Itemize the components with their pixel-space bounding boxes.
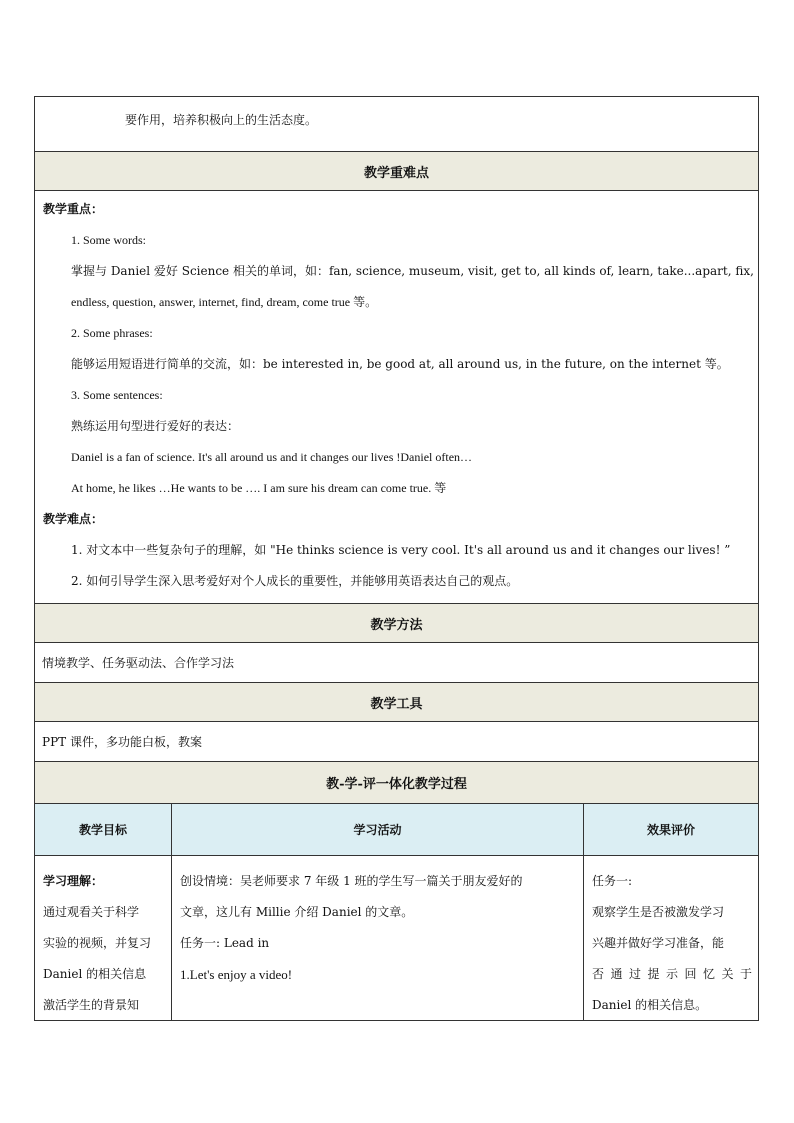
column-header-evaluation: 效果评价: [584, 804, 758, 855]
focus-line: 1. Some words:: [71, 233, 146, 247]
key-points-content: [35, 191, 758, 604]
activity-line: 创设情境：吴老师要求 7 年级 1 班的学生写一篇关于朋友爱好的: [180, 874, 523, 888]
process-column-headers: [35, 804, 758, 856]
eval-line: 任务一:: [592, 874, 633, 888]
tools-header: [35, 683, 758, 722]
difficulty-label: 教学难点：: [43, 512, 104, 526]
eval-line: 兴趣并做好学习准备，能: [592, 936, 725, 950]
eval-line: 否通过提示回忆关于: [592, 967, 752, 981]
focus-line: 2. Some phrases:: [71, 326, 153, 340]
key-points-title: 教学重难点: [363, 165, 429, 181]
lesson-plan-table: [34, 96, 759, 1021]
methods-row: [35, 643, 758, 683]
focus-label: 教学重点：: [43, 202, 104, 216]
tools-row: [35, 722, 758, 762]
goal-cell: [35, 856, 172, 1020]
goal-line: 激活学生的背景知: [43, 998, 140, 1012]
focus-line: Daniel is a fan of science. It's all around us and it changes our lives !Daniel often…: [71, 450, 473, 464]
goal-line: 通过观看关于科学: [43, 905, 140, 919]
tools-title: 教学工具: [370, 696, 423, 712]
activity-line: 1.Let's enjoy a video!: [180, 967, 293, 982]
activity-cell: [172, 856, 584, 1020]
key-points-header: [35, 152, 758, 191]
process-header: [35, 762, 758, 804]
focus-line: At home, he likes …He wants to be …. I am sure his dream can come true. 等: [71, 481, 447, 495]
focus-line: 熟练运用句型进行爱好的表达：: [71, 419, 240, 433]
focus-line: 3. Some sentences:: [71, 388, 163, 402]
eval-line: Daniel 的相关信息。: [592, 998, 708, 1012]
goal-label: 学习理解：: [43, 874, 104, 888]
difficulty-line: 2. 如何引导学生深入思考爱好对个人成长的重要性，并能够用英语表达自己的观点。: [71, 574, 519, 588]
methods-header: [35, 604, 758, 643]
eval-line: 观察学生是否被激发学习: [592, 905, 725, 919]
intro-text: 要作用，培养积极向上的生活态度。: [125, 113, 318, 127]
difficulty-line: 1. 对文本中一些复杂句子的理解，如 "He thinks science is very cool. It's all around us and it changes our lives! ”: [71, 543, 731, 557]
focus-line: 能够运用短语进行简单的交流，如：be interested in, be good at, all around us, in the future, on the internet 等。: [71, 357, 729, 371]
column-header-goal: 教学目标: [35, 804, 172, 855]
process-title: 教-学-评一体化教学过程: [326, 777, 467, 792]
evaluation-cell: [584, 856, 758, 1020]
activity-line: 文章，这儿有 Millie 介绍 Daniel 的文章。: [180, 905, 414, 919]
intro-row: [35, 97, 758, 152]
methods-text: 情境教学、任务驱动法、合作学习法: [42, 656, 235, 670]
focus-line: endless, question, answer, internet, find, dream, come true 等。: [71, 295, 378, 309]
goal-line: 实验的视频，并复习: [43, 936, 152, 950]
process-row: [35, 856, 758, 1020]
tools-text: PPT 课件，多功能白板，教案: [42, 735, 202, 749]
focus-line: 掌握与 Daniel 爱好 Science 相关的单词，如：fan, science, museum, visit, get to, all kinds of, learn, take...apart, fix,: [71, 264, 754, 278]
methods-title: 教学方法: [370, 617, 423, 633]
goal-line: Daniel 的相关信息: [43, 967, 147, 981]
column-header-activity: 学习活动: [172, 804, 584, 855]
activity-line: 任务一: Lead in: [180, 936, 270, 950]
